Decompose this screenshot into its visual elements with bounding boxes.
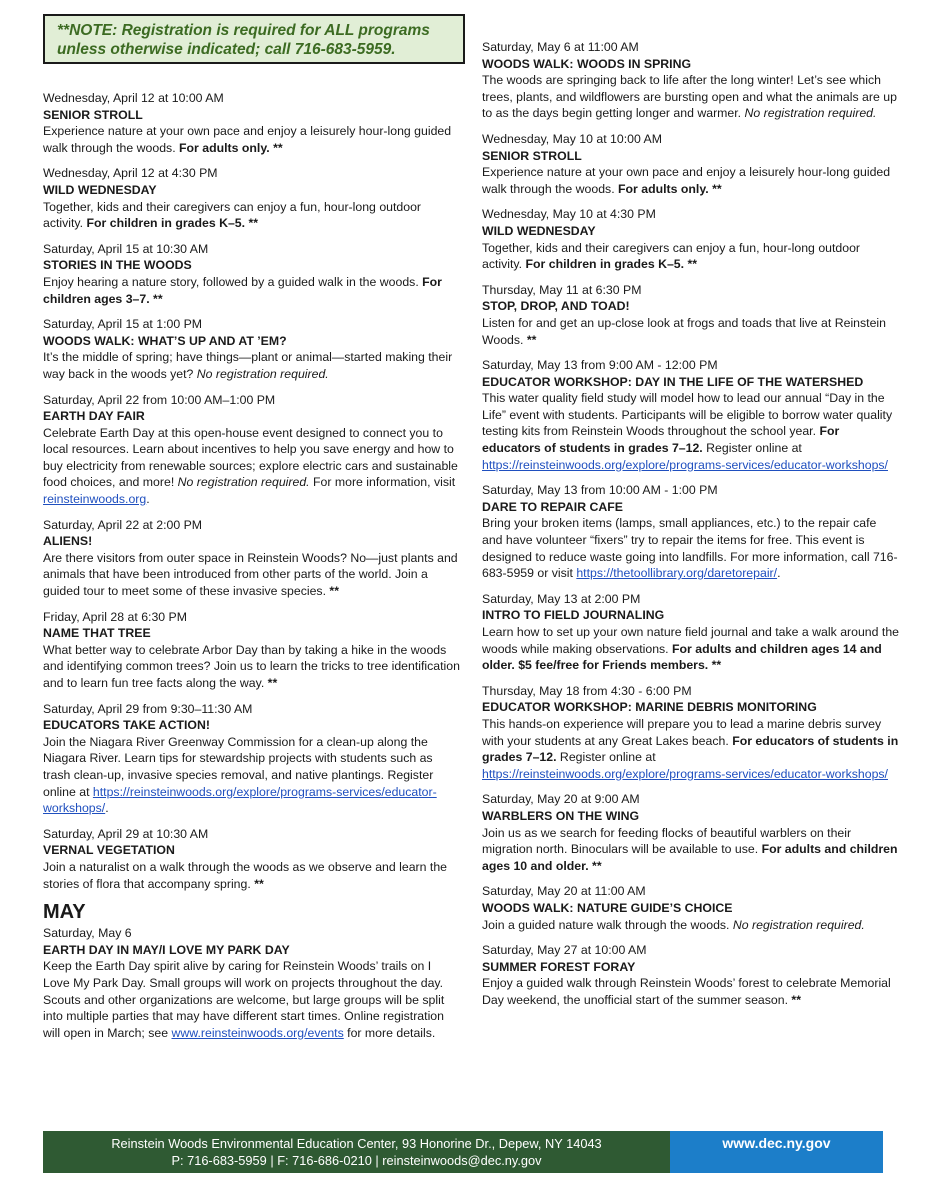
- description-text: It’s the middle of spring; have things—plant or animal—started making their way back in the woods yet?: [43, 350, 453, 381]
- description-text: What better way to celebrate Arbor Day than by taking a hike in the woods and identifying common trees? Join us to learn the tricks to tree identification and to learn fun tree facts along the way.: [43, 642, 460, 690]
- event-description: [482, 72, 900, 122]
- event-item: [482, 591, 900, 674]
- description-text: Bring your broken items (lamps, small appliances, etc.) to the repair cafe and have volunteer “fixers” try to repair the items for free. This event is designed to reduce waste going into landfills. For more information, call 716-683-5959 or visit: [482, 516, 898, 581]
- footer-address: Reinstein Woods Environmental Education Center, 93 Honorine Dr., Depew, NY 14043: [111, 1136, 602, 1151]
- may-events-left: [43, 925, 461, 1041]
- event-title: EARTH DAY IN MAY/I LOVE MY PARK DAY: [43, 942, 290, 957]
- event-title: WOODS WALK: WHAT’S UP AND AT ’EM?: [43, 333, 287, 348]
- event-title: STOP, DROP, AND TOAD!: [482, 299, 630, 314]
- audience-note: For adults only. **: [179, 140, 283, 155]
- audience-note: For adults and children ages 14 and older. $5 fee/free for Friends members. **: [482, 641, 882, 673]
- description-text: This hands-on experience will prepare you to lead a marine debris survey with your students at any Great Lakes beach.: [482, 716, 882, 748]
- event-date: Saturday, May 13 from 10:00 AM - 1:00 PM: [482, 483, 718, 498]
- description-text: .: [146, 492, 150, 507]
- event-link[interactable]: https://reinsteinwoods.org/explore/programs-services/educator-workshops/: [482, 766, 888, 781]
- description-text: For more information, visit: [309, 475, 456, 490]
- event-description: [43, 958, 461, 1041]
- event-date: Wednesday, April 12 at 10:00 AM: [43, 91, 224, 105]
- event-title: SENIOR STROLL: [482, 148, 582, 163]
- event-date: Saturday, May 13 at 2:00 PM: [482, 591, 641, 606]
- description-text: Join a naturalist on a walk through the woods as we observe and learn the stories of flora that accompany spring.: [43, 859, 447, 891]
- event-description: [43, 199, 461, 232]
- event-description: [43, 123, 461, 156]
- event-date: Saturday, May 13 from 9:00 AM - 12:00 PM: [482, 358, 718, 373]
- event-title: WOODS WALK: NATURE GUIDE’S CHOICE: [482, 900, 733, 915]
- event-description: [43, 859, 461, 892]
- event-date: Saturday, May 20 at 11:00 AM: [482, 884, 646, 899]
- description-text: Enjoy a guided walk through Reinstein Woods’ forest to celebrate Memorial Day weekend, the unofficial start of the summer season.: [482, 976, 891, 1007]
- event-title: WARBLERS ON THE WING: [482, 808, 640, 823]
- audience-note: For adults and children ages 10 and older. **: [482, 842, 898, 873]
- event-title: EARTH DAY FAIR: [43, 409, 145, 424]
- event-date: Saturday, April 29 from 9:30–11:30 AM: [43, 701, 253, 716]
- event-date: Saturday, May 6 at 11:00 AM: [482, 40, 639, 54]
- registration-note: [43, 14, 465, 64]
- description-text: Celebrate Earth Day at this open-house event designed to connect you to local resources. Learn about incentives to help you save energy and how to buy electricity from renewable sources; explore electric cars and sustainable food choices, and more!: [43, 425, 458, 490]
- event-description: [482, 825, 900, 875]
- event-description: [482, 917, 900, 934]
- event-item: [43, 609, 461, 692]
- description-text: Experience nature at your own pace and enjoy a leisurely hour-long guided walk through the woods.: [482, 165, 891, 196]
- description-text: Keep the Earth Day spirit alive by caring for Reinstein Woods’ trails on I Love My Park Day. Small groups will work on projects throughout the day. Scouts and other organizations are welcome, but large groups will be split into multiple parties that may have different start times. Online registration will open in March; see: [43, 959, 445, 1040]
- footer-website-link[interactable]: www.dec.ny.gov: [670, 1131, 883, 1173]
- event-title: EDUCATOR WORKSHOP: MARINE DEBRIS MONITORING: [482, 700, 817, 715]
- event-description: [482, 315, 900, 348]
- event-title: SENIOR STROLL: [43, 107, 143, 122]
- audience-note: **: [254, 876, 264, 891]
- event-description: [43, 349, 461, 382]
- event-description: [482, 515, 900, 581]
- registration-note: No registration required.: [744, 106, 877, 121]
- event-link[interactable]: https://reinsteinwoods.org/explore/programs-services/educator-workshops/: [482, 457, 888, 472]
- description-text: .: [777, 566, 781, 581]
- event-date: Wednesday, May 10 at 4:30 PM: [482, 207, 656, 222]
- left-column: [43, 90, 461, 1050]
- event-item: [43, 241, 461, 307]
- event-date: Saturday, April 22 at 2:00 PM: [43, 517, 203, 532]
- event-item: [43, 826, 461, 892]
- event-link[interactable]: https://reinsteinwoods.org/explore/programs-services/educator-workshops/: [43, 784, 437, 816]
- description-text: Register online at: [556, 750, 656, 765]
- event-title: VERNAL VEGETATION: [43, 843, 175, 858]
- april-events: [43, 90, 461, 892]
- event-title: EDUCATOR WORKSHOP: DAY IN THE LIFE OF THE WATERSHED: [482, 374, 864, 389]
- month-heading: MAY: [43, 901, 86, 924]
- audience-note: For adults only. **: [618, 181, 722, 196]
- description-text: Together, kids and their caregivers can enjoy a fun, hour-long outdoor activity.: [482, 240, 861, 272]
- event-description: [43, 274, 461, 307]
- event-title: WOODS WALK: WOODS IN SPRING: [482, 56, 692, 71]
- event-date: Saturday, April 15 at 10:30 AM: [43, 241, 209, 256]
- event-item: [43, 925, 461, 1041]
- event-description: [43, 425, 461, 508]
- event-date: Saturday, April 29 at 10:30 AM: [43, 826, 209, 841]
- description-text: for more details.: [343, 1025, 436, 1040]
- event-item: [43, 165, 461, 231]
- event-item: [482, 39, 900, 122]
- event-item: [482, 357, 900, 473]
- registration-note: No registration required.: [196, 366, 329, 381]
- event-description: [482, 390, 900, 473]
- description-text: The woods are springing back to life after the long winter! Let’s see which trees, plants, and wildflowers are bursting open and what the animals are up to as the days begin getting longer and warmer.: [482, 73, 897, 121]
- event-description: [482, 240, 900, 273]
- event-date: Wednesday, April 12 at 4:30 PM: [43, 166, 218, 181]
- event-title: WILD WEDNESDAY: [482, 223, 596, 238]
- description-text: Are there visitors from outer space in Reinstein Woods? No—just plants and animals that have been introduced from other parts of the world. Join a guided tour to meet some of these invasive species.: [43, 550, 458, 599]
- event-date: Saturday, May 20 at 9:00 AM: [482, 792, 640, 807]
- description-text: Learn how to set up your own nature field journal and take a walk around the woods while making observations.: [482, 625, 899, 656]
- event-item: [482, 883, 900, 933]
- event-date: Thursday, May 11 at 6:30 PM: [482, 282, 642, 297]
- audience-note: **: [791, 992, 801, 1007]
- footer-phone-email: P: 716-683-5959 | F: 716-686-0210 | reinsteinwoods@dec.ny.gov: [171, 1153, 542, 1168]
- description-text: Register online at: [702, 441, 802, 456]
- event-title: ALIENS!: [43, 534, 93, 549]
- event-title: STORIES IN THE WOODS: [43, 258, 192, 273]
- registration-note: No registration required.: [732, 917, 865, 932]
- footer: [43, 1131, 883, 1173]
- event-description: [43, 642, 461, 692]
- description-text: Join a guided nature walk through the woods.: [482, 917, 733, 932]
- audience-note: For children in grades K–5. **: [525, 257, 698, 272]
- right-column: [482, 39, 900, 1017]
- event-description: [482, 716, 900, 782]
- event-title: NAME THAT TREE: [43, 626, 151, 641]
- event-date: Thursday, May 18 from 4:30 - 6:00 PM: [482, 683, 692, 698]
- event-date: Saturday, April 22 from 10:00 AM–1:00 PM: [43, 392, 276, 407]
- event-date: Wednesday, May 10 at 10:00 AM: [482, 131, 663, 146]
- note-line-2: unless otherwise indicated; call 716-683-5959.: [57, 41, 396, 58]
- event-item: [482, 942, 900, 1008]
- registration-note: No registration required.: [177, 475, 310, 490]
- description-text: Join the Niagara River Greenway Commission for a clean-up along the Niagara River. Learn tips for stewardship projects with students such as trash clean-up, invasive species removal, and native plantings. Register online at: [43, 734, 434, 799]
- event-title: DARE TO REPAIR CAFE: [482, 499, 623, 514]
- audience-note: **: [267, 676, 278, 690]
- audience-note: **: [329, 584, 339, 599]
- note-line-1: **NOTE: Registration is required for ALL programs: [57, 22, 430, 39]
- event-item: [482, 282, 900, 348]
- description-text: .: [105, 801, 109, 816]
- event-date: Saturday, May 27 at 10:00 AM: [482, 943, 647, 958]
- event-item: [482, 206, 900, 272]
- event-title: SUMMER FOREST FORAY: [482, 959, 636, 974]
- audience-note: **: [526, 332, 537, 347]
- event-date: Saturday, April 15 at 1:00 PM: [43, 317, 203, 332]
- event-title: EDUCATORS TAKE ACTION!: [43, 718, 210, 733]
- audience-note: For children in grades K–5. **: [86, 216, 259, 231]
- audience-note: For educators of students in grades 7–12.: [482, 733, 899, 765]
- description-text: This water quality field study will model how to lead our annual “Day in the Life” event with students. Participants will be eligible to borrow water quality testing kits from Reinstein Woods throughout the school year.: [482, 391, 893, 439]
- event-description: [43, 734, 461, 817]
- description-text: Listen for and get an up-close look at frogs and toads that live at Reinstein Woods.: [482, 315, 886, 347]
- event-item: [482, 131, 900, 197]
- event-description: [482, 624, 900, 674]
- event-item: [482, 791, 900, 874]
- event-link[interactable]: https://thetoollibrary.org/daretorepair/: [576, 566, 778, 581]
- event-link[interactable]: www.reinsteinwoods.org/events: [171, 1025, 344, 1040]
- description-text: Experience nature at your own pace and enjoy a leisurely hour-long guided walk through the woods.: [43, 124, 452, 155]
- event-item: [482, 482, 900, 582]
- event-item: [43, 392, 461, 508]
- event-date: Saturday, May 6: [43, 926, 132, 941]
- description-text: Together, kids and their caregivers can enjoy a fun, hour-long outdoor activity.: [43, 199, 422, 231]
- event-item: [43, 316, 461, 382]
- event-description: [482, 975, 900, 1008]
- description-text: Enjoy hearing a nature story, followed by a guided walk in the woods.: [43, 274, 423, 289]
- description-text: Join us as we search for feeding flocks of beautiful warblers on their migration north. Binoculars will be available to use.: [482, 825, 852, 857]
- event-item: [43, 517, 461, 600]
- event-description: [482, 164, 900, 197]
- event-title: WILD WEDNESDAY: [43, 182, 157, 197]
- audience-note: For educators of students in grades 7–12.: [482, 424, 840, 456]
- event-item: [43, 90, 461, 156]
- event-date: Friday, April 28 at 6:30 PM: [43, 609, 187, 624]
- event-title: INTRO TO FIELD JOURNALING: [482, 608, 665, 623]
- event-link[interactable]: reinsteinwoods.org: [43, 492, 147, 507]
- event-description: [43, 550, 461, 600]
- footer-contact: [43, 1131, 670, 1173]
- event-item: [43, 701, 461, 817]
- audience-note: For children ages 3–7. **: [43, 274, 442, 306]
- event-item: [482, 683, 900, 783]
